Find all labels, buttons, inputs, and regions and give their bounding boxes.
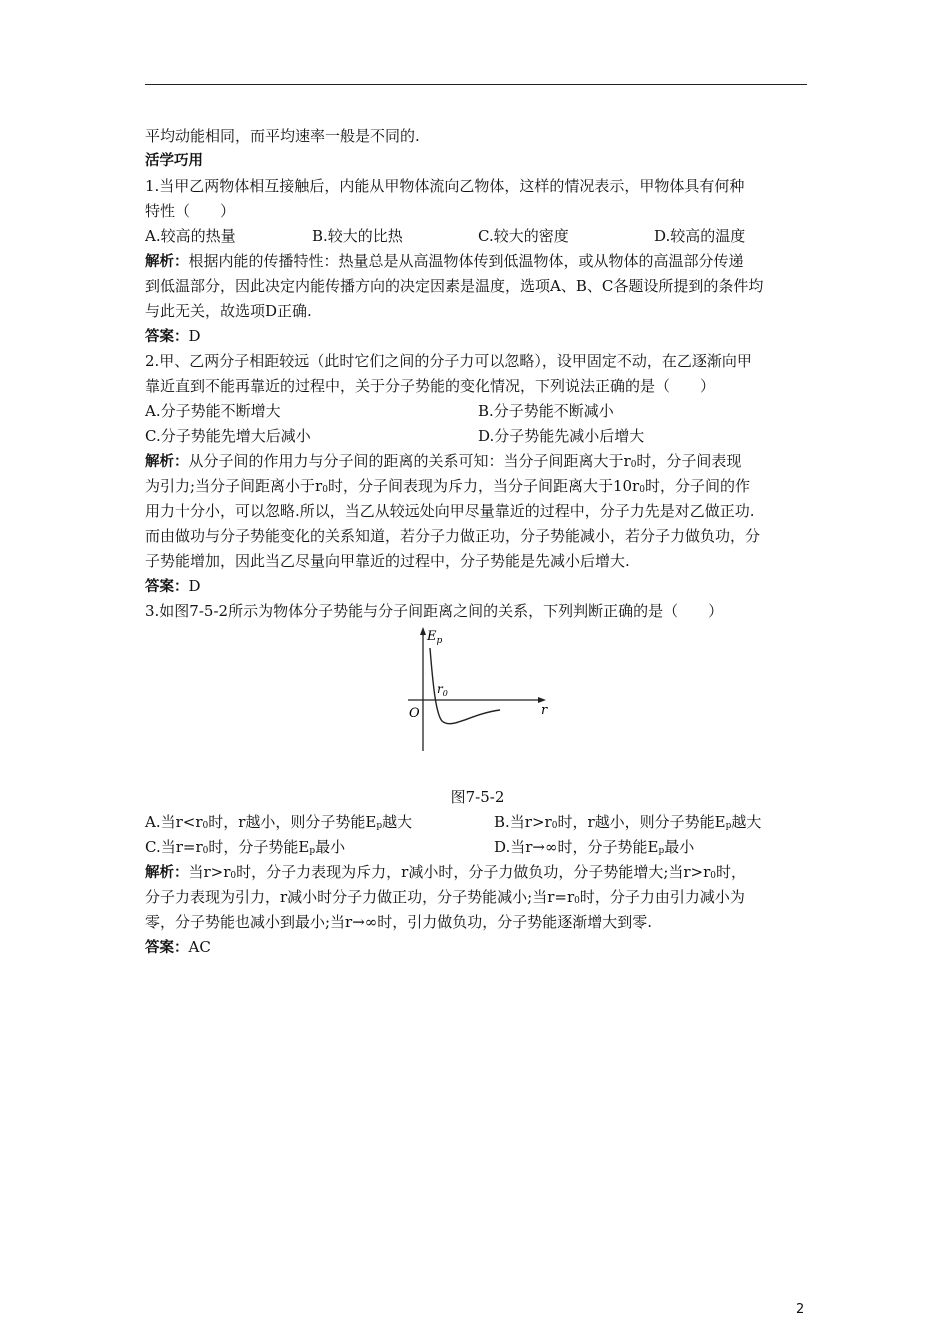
q3-stem: 3.如图7-5-2所示为物体分子势能与分子间距离之间的关系，下列判断正确的是（ ） (145, 602, 724, 620)
q2-analysis-text1b: 时，分子间表现 (636, 452, 742, 470)
q1-options (145, 224, 810, 249)
q2-option-d: D.分子势能先减小后增大 (478, 427, 645, 445)
q2-stem-line1: 2.甲、乙两分子相距较远（此时它们之间的分子力可以忽略），设甲固定不动，在乙逐渐向甲 (145, 352, 752, 370)
q3-analysis-label: 解析： (145, 865, 189, 881)
section-title: 活学巧用 (145, 153, 203, 169)
potential-energy-figure (145, 624, 810, 784)
page-number: 2 (796, 1302, 805, 1317)
q2-option-a: A.分子势能不断增大 (145, 402, 281, 420)
q3-options-row1 (145, 810, 810, 835)
q2-stem-line2: 靠近直到不能再靠近的过程中，关于分子势能的变化情况，下列说法正确的是（ ） (145, 377, 716, 395)
r0-label: $r_0$ (437, 682, 448, 698)
q1-analysis-line2: 到低温部分，因此决定内能传播方向的决定因素是温度，选项A、B、C各题设所提到的条件均 (145, 277, 764, 295)
q3-answer-value: AC (188, 938, 211, 956)
q2-analysis-line5: 子势能增加，因此当乙尽量向甲靠近的过程中，分子势能是先减小后增大. (145, 552, 630, 570)
q3-options-row2 (145, 835, 810, 860)
subscript-zero: 0 (639, 485, 645, 495)
q1-option-d: D.较高的温度 (654, 227, 746, 245)
q3-option-b: B.当$r>r_0$时，r越小，则分子势能$E_p$越大 (494, 813, 762, 831)
q2-analysis-line1 (145, 449, 810, 474)
q1-analysis-text1: 根据内能的传播特性：热量总是从高温物体传到低温物体，或从物体的高温部分传递 (188, 252, 744, 270)
q2-analysis-label: 解析： (145, 454, 189, 470)
q3-option-d: D.当r→∞时，分子势能$E_p$最小 (494, 838, 695, 856)
q1-answer (145, 324, 810, 349)
y-axis-label: $E_p$ (427, 629, 443, 646)
q1-option-a: A.较高的热量 (145, 227, 236, 245)
q3-option-c: C.当$r=r_0$时，分子势能$E_p$最小 (145, 838, 346, 856)
q3-answer (145, 935, 810, 960)
q2-analysis-text1a: 从分子间的作用力与分子间的距离的关系可知：当分子间距离大于r (188, 452, 631, 470)
intro-line: 平均动能相同，而平均速率一般是不同的. (145, 127, 420, 145)
q3-analysis-line1: 解析：当$r>r_0$时，分子力表现为斥力，r减小时，分子力做负功，分子势能增大;当$r>r_0$时， (145, 863, 747, 881)
potential-energy-graph (400, 626, 560, 756)
y-axis-arrow (420, 627, 426, 635)
q3-analysis-line3: 零，分子势能也减小到最小;当r→∞时，引力做负功，分子势能逐渐增大到零. (145, 913, 653, 931)
q2-analysis-line4: 而由做功与分子势能变化的关系知道，若分子力做正功，分子势能减小，若分子力做负功，分 (145, 527, 761, 545)
q1-stem-line2: 特性（ ） (145, 202, 236, 220)
q1-option-c: C.较大的密度 (478, 227, 569, 245)
q2-option-c: C.分子势能先增大后减小 (145, 427, 311, 445)
q2-analysis-text2b: 时，分子间表现为斥力，当分子间距离大于10r (327, 477, 640, 495)
q2-analysis-text2a: 为引力;当分子间距离小于r (145, 477, 323, 495)
origin-label: O (409, 706, 420, 721)
q2-analysis-line2 (145, 474, 810, 499)
q2-analysis-text2c: 时，分子间的作 (644, 477, 750, 495)
q1-answer-value: D (188, 327, 201, 345)
q3-answer-label: 答案： (145, 940, 189, 956)
page-body (145, 124, 810, 960)
q1-analysis-label: 解析： (145, 254, 189, 270)
q2-answer-value: D (188, 577, 201, 595)
q2-options-row2 (145, 424, 810, 449)
q2-options-row1 (145, 399, 810, 424)
subscript-zero: 0 (630, 460, 637, 470)
q2-answer-label: 答案： (145, 579, 189, 595)
x-axis-label: r (541, 703, 548, 718)
q1-stem-line1: 1.当甲乙两物体相互接触后，内能从甲物体流向乙物体，这样的情况表示，甲物体具有何种 (145, 177, 745, 195)
q1-option-b: B.较大的比热 (312, 227, 403, 245)
subscript-zero: 0 (322, 485, 328, 495)
q1-analysis-line1 (145, 249, 810, 274)
q1-answer-label: 答案： (145, 329, 189, 345)
figure-caption: 图7-5-2 (450, 788, 505, 806)
q3-option-a: A.当$r<r_0$时，r越小，则分子势能$E_p$越大 (145, 813, 413, 831)
q3-analysis-line2: 分子力表现为引力，r减小时分子力做正功，分子势能减小;当$r=r_0$时，分子力由引力减小为 (145, 888, 745, 906)
header-rule (145, 84, 807, 85)
q2-option-b: B.分子势能不断减小 (478, 402, 614, 420)
q2-analysis-line3: 用力十分小，可以忽略.所以，当乙从较远处向甲尽量靠近的过程中，分子力先是对乙做正功. (145, 502, 755, 520)
q2-answer (145, 574, 810, 599)
q1-analysis-line3: 与此无关，故选项D正确. (145, 302, 312, 320)
